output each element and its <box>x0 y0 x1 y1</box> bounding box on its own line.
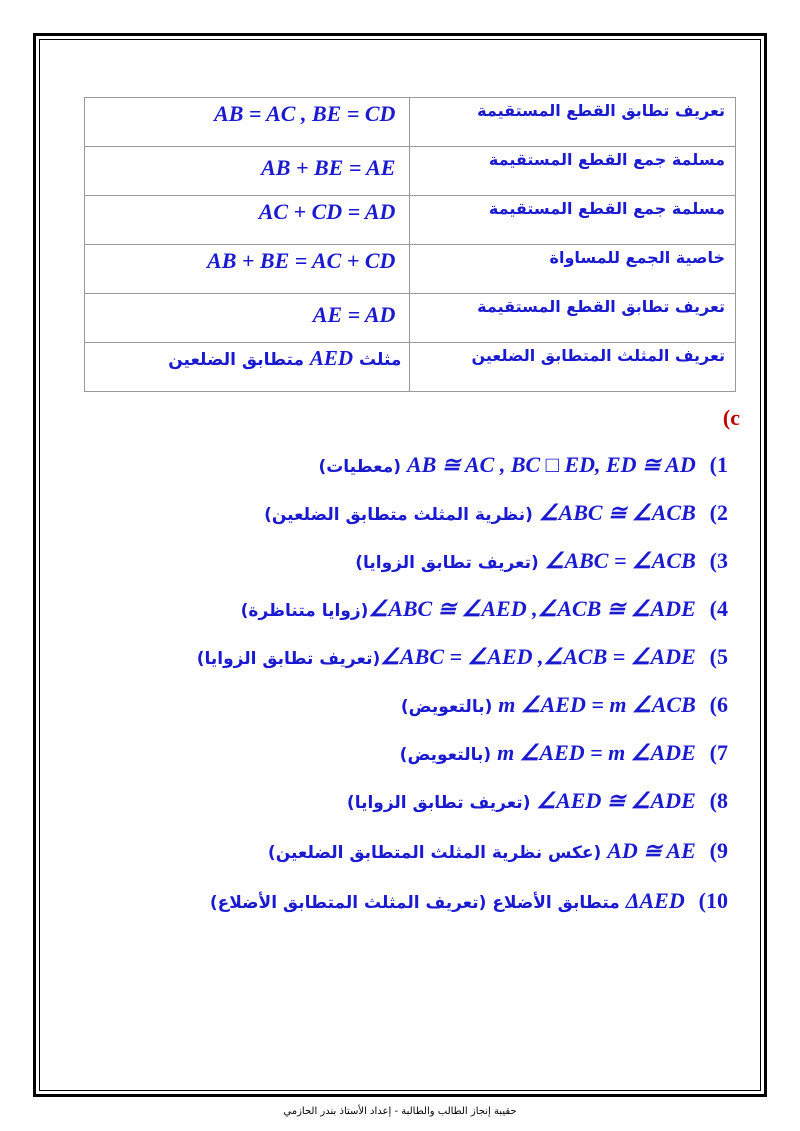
step-reason: متطابق الأضلاع (تعريف المثلث المتطابق الأضلاع) <box>209 893 620 913</box>
step-reason: (معطيات) <box>318 457 402 477</box>
step-statement: m ∠AED = m ∠ACB <box>498 692 696 717</box>
table-row <box>85 294 736 343</box>
step-number: 8) <box>709 788 728 813</box>
step-number: 4) <box>709 596 728 621</box>
statement-cell <box>85 98 410 147</box>
reason-text: تعريف تطابق القطع المستقيمة <box>477 297 725 316</box>
statement-cell <box>85 294 410 343</box>
reason-cell <box>410 343 736 392</box>
step-reason: (تعريف تطابق الزوايا) <box>355 553 539 573</box>
table-row <box>85 147 736 196</box>
statement-text: AC + CD = AD <box>258 199 396 224</box>
statement-text: AB + BE = AE <box>261 155 396 180</box>
step-number: 3) <box>709 548 728 573</box>
step-statement: ∠ABC ≅ ∠ACB <box>538 500 696 525</box>
proof-step <box>210 888 728 914</box>
step-statement: AD ≅ AE <box>607 838 696 863</box>
step-reason: (نظرية المثلث متطابق الضلعين) <box>264 505 533 525</box>
table-row <box>85 245 736 294</box>
proof-step <box>401 692 728 718</box>
reason-cell <box>410 294 736 343</box>
step-number: 1) <box>709 452 728 477</box>
reason-text: تعريف تطابق القطع المستقيمة <box>477 101 725 120</box>
statement-text: AB = AC , BE = CD <box>214 101 396 126</box>
statement-text <box>85 343 409 371</box>
statement-cell <box>85 343 410 392</box>
statement-word: متطابق الضلعين <box>168 350 304 370</box>
reason-text: تعريف المثلث المتطابق الضلعين <box>471 346 725 365</box>
proof-table <box>84 97 736 392</box>
proof-step <box>318 452 728 478</box>
step-number: 5) <box>709 644 728 669</box>
step-number: 9) <box>709 838 728 863</box>
proof-step <box>400 740 728 766</box>
step-number: 6) <box>709 692 728 717</box>
step-statement: ∠AED ≅ ∠ADE <box>536 788 696 813</box>
proof-step <box>355 548 728 574</box>
statement-text: AB + BE = AC + CD <box>207 248 396 273</box>
proof-step <box>241 596 728 622</box>
step-reason: (تعريف تطابق الزوايا) <box>346 793 531 813</box>
proof-step <box>268 838 728 864</box>
page-footer: حقيبة إنجاز الطالب والطالبة - إعداد الأستاذ بندر الحازمي <box>283 1106 517 1117</box>
reason-cell <box>410 196 736 245</box>
step-statement: ΔAED <box>625 888 685 913</box>
step-reason: (بالتعويض) <box>399 745 492 765</box>
table-row <box>85 98 736 147</box>
reason-cell <box>410 245 736 294</box>
statement-cell <box>85 147 410 196</box>
part-label: (c <box>722 405 740 430</box>
reason-text: خاصية الجمع للمساواة <box>549 248 725 267</box>
step-reason: (بالتعويض) <box>400 697 493 717</box>
reason-cell <box>410 98 736 147</box>
step-reason: (تعريف تطابق الزوايا) <box>196 649 381 669</box>
proof-step <box>264 500 728 526</box>
step-statement: ∠ABC = ∠ACB <box>544 548 696 573</box>
statement-cell <box>85 245 410 294</box>
step-statement: ∠ABC ≅ ∠AED ,∠ACB ≅ ∠ADE <box>368 596 696 621</box>
proof-step <box>197 644 728 670</box>
reason-cell <box>410 147 736 196</box>
reason-text: مسلمة جمع القطع المستقيمة <box>488 150 725 169</box>
statement-word: مثلث <box>359 350 402 370</box>
table-row <box>85 343 736 392</box>
table-row <box>85 196 736 245</box>
statement-text: AE = AD <box>312 302 396 327</box>
step-statement: m ∠AED = m ∠ADE <box>497 740 696 765</box>
step-reason: (زوايا متناظرة) <box>240 601 369 621</box>
reason-text: مسلمة جمع القطع المستقيمة <box>488 199 725 218</box>
step-reason: (عكس نظرية المثلث المتطابق الضلعين) <box>267 843 602 863</box>
step-statement: ∠ABC = ∠AED ,∠ACB = ∠ADE <box>380 644 696 669</box>
step-number: 2) <box>709 500 728 525</box>
triangle-name: AED <box>309 346 354 370</box>
step-number: 10) <box>698 888 728 913</box>
statement-cell <box>85 196 410 245</box>
step-statement: AB ≅ AC , BC □ ED, ED ≅ AD <box>407 452 696 477</box>
proof-step <box>347 788 728 814</box>
step-number: 7) <box>709 740 728 765</box>
